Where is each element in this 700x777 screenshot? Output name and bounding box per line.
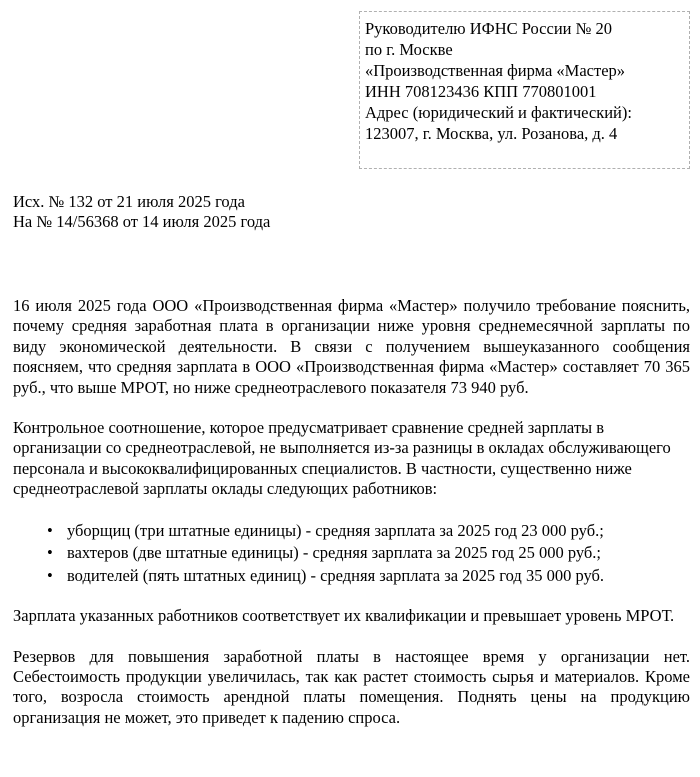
addressee-line: по г. Москве: [365, 40, 453, 59]
list-item-text: водителей (пять штатных единиц) - средняя зарплата за 2025 год 35 000 руб.: [67, 565, 605, 585]
list-item: [47, 542, 690, 565]
addressee-line: «Производственная фирма «Мастер»: [365, 61, 626, 80]
addressee-line: Руководителю ИФНС России № 20: [365, 19, 612, 38]
incoming-reference: На № 14/56368 от 14 июля 2025 года: [13, 212, 271, 231]
paragraph-1: 16 июля 2025 года ООО «Производственная фирма «Мастер» получило требование пояснить, почему средняя заработная плата в организации ниже уровня среднемесячной зарплаты по виду экономической деятельности. В связи с получением вышеуказанного сообщения поясняем, что средняя зарплата в ООО «Производственная фирма «Мастер» составляет 70 365 руб., что выше МРОТ, но ниже среднеотраслевого показателя 73 940 руб.: [13, 296, 690, 397]
bullet-icon: •: [47, 543, 53, 563]
paragraph-4: Резервов для повышения заработной платы в настоящее время у организации нет. Себестоимость продукции увеличилась, так как растет стоимость сырья и материалов. Кроме того, возросла стоимость арендной платы помещения. Поднять цены на продукцию организация не может, это приведет к падению спроса.: [13, 646, 690, 727]
addressee-line: ИНН 708123436 КПП 770801001: [365, 82, 597, 101]
list-item-text: уборщиц (три штатные единицы) - средняя зарплата за 2025 год 23 000 руб.;: [67, 520, 604, 540]
paragraph-2: Контрольное соотношение, которое предусматривает сравнение средней зарплаты в организации со среднеотраслевой, не выполняется из-за разницы в окладах обслуживающего персонала и высококвалифицированных специалистов. В частности, существенно ниже среднеотраслевой зарплаты оклады следующих работников:: [13, 418, 671, 499]
reference-block: [13, 192, 683, 232]
paragraph-3: Зарплата указанных работников соответствует их квалификации и превышает уровень МРОТ.: [13, 606, 675, 626]
bullet-icon: •: [47, 565, 53, 585]
addressee-line: Адрес (юридический и фактический):: [365, 103, 632, 122]
addressee-line: 123007, г. Москва, ул. Розанова, д. 4: [365, 124, 618, 143]
letter-body: [13, 296, 690, 728]
list-item: [47, 565, 690, 588]
addressee-block: [359, 11, 690, 169]
bullet-icon: •: [47, 520, 53, 540]
outgoing-reference: Исх. № 132 от 21 июля 2025 года: [13, 192, 245, 211]
list-item-text: вахтеров (две штатные единицы) - средняя зарплата за 2025 год 25 000 руб.;: [67, 543, 601, 563]
employee-list: [13, 520, 690, 588]
list-item: [47, 520, 690, 543]
